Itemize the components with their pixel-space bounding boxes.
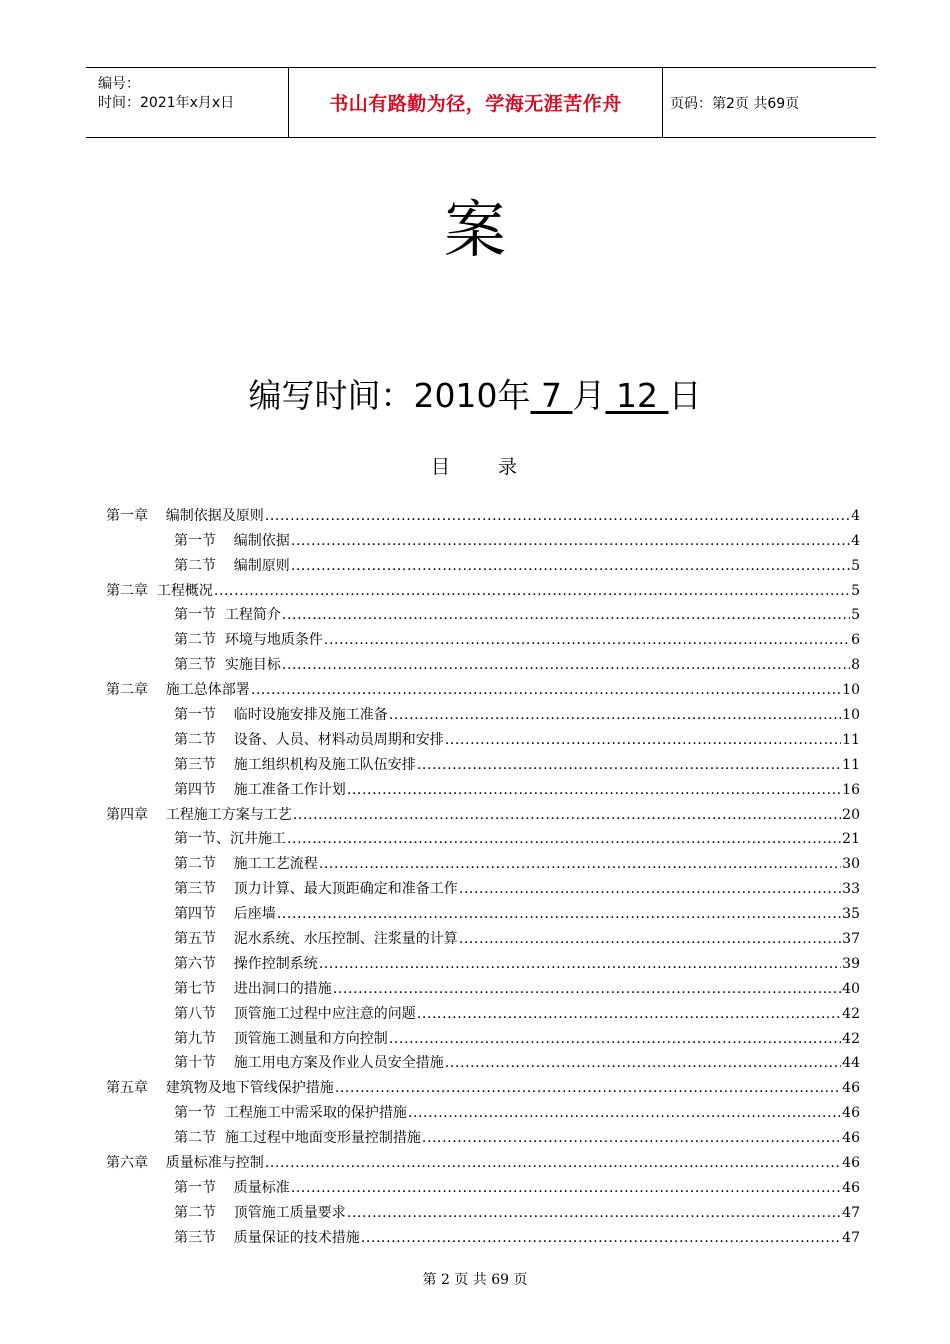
compile-date	[0, 370, 950, 417]
document-number-label: 编号：	[98, 76, 140, 92]
toc-entry-title: 第十节 施工用电方案及作业人员安全措施	[174, 1055, 444, 1072]
header-meta-cell	[86, 68, 288, 137]
toc-entry-page: 8	[851, 657, 860, 674]
document-header	[86, 67, 876, 138]
toc-section-entry[interactable]	[106, 998, 860, 1023]
toc-entry-page: 40	[842, 980, 860, 997]
toc-section-entry[interactable]	[106, 525, 860, 550]
toc-leader-dots	[282, 606, 850, 624]
toc-leader-dots	[319, 955, 841, 973]
toc-entry-page: 20	[842, 806, 860, 823]
table-of-contents	[106, 500, 860, 1247]
toc-section-entry[interactable]	[106, 973, 860, 998]
toc-entry-title: 第三节 实施目标	[174, 657, 281, 674]
toc-entry-title: 第二节 设备、人员、材料动员周期和安排	[174, 731, 444, 748]
toc-section-entry[interactable]	[106, 848, 860, 873]
toc-leader-dots	[445, 731, 841, 749]
toc-section-entry[interactable]	[106, 649, 860, 674]
toc-entry-title: 第二节 施工工艺流程	[174, 856, 318, 873]
toc-leader-dots	[422, 1129, 841, 1147]
toc-entry-title: 第一节 工程施工中需采取的保护措施	[174, 1105, 407, 1122]
toc-entry-title: 第一节 质量标准	[174, 1179, 290, 1196]
toc-section-entry[interactable]	[106, 1023, 860, 1048]
toc-entry-title: 第六章 质量标准与控制	[106, 1155, 264, 1172]
toc-entry-title: 第三节 质量保证的技术措施	[174, 1229, 360, 1246]
toc-leader-dots	[389, 1030, 841, 1048]
toc-entry-page: 5	[851, 557, 860, 574]
toc-entry-title: 第三节 顶力计算、最大顶距确定和准备工作	[174, 881, 458, 898]
toc-entry-title: 第二章 施工总体部署	[106, 682, 250, 699]
toc-entry-page: 46	[842, 1105, 860, 1122]
toc-leader-dots	[291, 532, 850, 550]
toc-section-entry[interactable]	[106, 774, 860, 799]
toc-leader-dots	[445, 1054, 841, 1072]
toc-entry-page: 39	[842, 955, 860, 972]
toc-entry-title: 第六节 操作控制系统	[174, 955, 318, 972]
compile-date-month: 7	[530, 376, 573, 415]
toc-leader-dots	[265, 507, 850, 525]
toc-entry-title: 第二节 编制原则	[174, 557, 290, 574]
toc-entry-title: 第一节 编制依据	[174, 532, 290, 549]
toc-entry-page: 10	[842, 682, 860, 699]
toc-chapter-entry[interactable]	[106, 575, 860, 600]
toc-leader-dots	[347, 781, 841, 799]
toc-entry-page: 6	[851, 632, 860, 649]
toc-entry-page: 46	[842, 1155, 860, 1172]
toc-leader-dots	[408, 1104, 841, 1122]
toc-entry-page: 47	[842, 1229, 860, 1246]
toc-entry-title: 第九节 顶管施工测量和方向控制	[174, 1030, 388, 1047]
toc-leader-dots	[291, 1179, 841, 1197]
toc-leader-dots	[389, 706, 841, 724]
toc-entry-title: 第三节 施工组织机构及施工队伍安排	[174, 756, 416, 773]
page-footer: 第 2 页 共 69 页	[422, 1272, 528, 1288]
compile-date-day-unit: 日	[668, 376, 702, 415]
toc-entry-title: 第二节 顶管施工质量要求	[174, 1204, 346, 1221]
toc-section-entry[interactable]	[106, 724, 860, 749]
toc-section-entry[interactable]	[106, 624, 860, 649]
toc-leader-dots	[251, 681, 841, 699]
toc-leader-dots	[214, 582, 850, 600]
toc-section-entry[interactable]	[106, 1172, 860, 1197]
toc-entry-title: 第四节 施工准备工作计划	[174, 781, 346, 798]
header-motto: 书山有路勤为径，学海无涯苦作舟	[329, 93, 622, 115]
toc-entry-page: 42	[842, 1030, 860, 1047]
toc-entry-title: 第四节 后座墙	[174, 906, 276, 923]
toc-entry-title: 第一节、沉井施工	[174, 831, 286, 848]
toc-entry-page: 42	[842, 1005, 860, 1022]
toc-leader-dots	[319, 855, 841, 873]
toc-heading-right: 录	[498, 456, 520, 478]
toc-section-entry[interactable]	[106, 749, 860, 774]
toc-heading-left: 目	[430, 456, 452, 478]
toc-chapter-entry[interactable]	[106, 799, 860, 824]
toc-section-entry[interactable]	[106, 550, 860, 575]
header-page-info: 页码：第2页 共69页	[670, 95, 800, 112]
toc-entry-page: 46	[842, 1179, 860, 1196]
toc-leader-dots	[282, 656, 850, 674]
toc-entry-title: 第一节 临时设施安排及施工准备	[174, 707, 388, 724]
toc-section-entry[interactable]	[106, 1122, 860, 1147]
header-page-cell	[662, 68, 876, 137]
toc-leader-dots	[417, 756, 841, 774]
document-time-label: 时间：2021年x月x日	[98, 95, 235, 111]
toc-chapter-entry[interactable]	[106, 1072, 860, 1097]
toc-entry-page: 33	[842, 881, 860, 898]
toc-entry-title: 第一节 工程简介	[174, 607, 281, 624]
toc-entry-page: 4	[851, 532, 860, 549]
toc-entry-title: 第二节 施工过程中地面变形量控制措施	[174, 1130, 421, 1147]
toc-section-entry[interactable]	[106, 1197, 860, 1222]
toc-entry-page: 35	[842, 906, 860, 923]
compile-date-day: 12	[605, 376, 669, 415]
toc-chapter-entry[interactable]	[106, 500, 860, 525]
toc-chapter-entry[interactable]	[106, 674, 860, 699]
toc-leader-dots	[324, 631, 850, 649]
toc-entry-page: 11	[842, 731, 860, 748]
compile-date-month-unit: 月	[572, 376, 606, 415]
toc-leader-dots	[459, 930, 841, 948]
toc-entry-title: 第二章 工程概况	[106, 582, 213, 599]
toc-section-entry[interactable]	[106, 898, 860, 923]
toc-section-entry[interactable]	[106, 600, 860, 625]
toc-entry-page: 4	[851, 507, 860, 524]
toc-leader-dots	[333, 980, 841, 998]
toc-leader-dots	[277, 905, 841, 923]
toc-entry-page: 5	[851, 607, 860, 624]
toc-entry-page: 44	[842, 1055, 860, 1072]
toc-section-entry[interactable]	[106, 873, 860, 898]
toc-section-entry[interactable]	[106, 1097, 860, 1122]
toc-leader-dots	[287, 830, 841, 848]
toc-section-entry[interactable]	[106, 923, 860, 948]
toc-section-entry[interactable]	[106, 1222, 860, 1247]
toc-entry-page: 47	[842, 1204, 860, 1221]
toc-leader-dots	[335, 1079, 841, 1097]
toc-section-entry[interactable]	[106, 948, 860, 973]
toc-entry-title: 第四章 工程施工方案与工艺	[106, 806, 292, 823]
toc-entry-title: 第八节 顶管施工过程中应注意的问题	[174, 1005, 416, 1022]
toc-entry-title: 第七节 进出洞口的措施	[174, 980, 332, 997]
toc-entry-title: 第五节 泥水系统、水压控制、注浆量的计算	[174, 931, 458, 948]
toc-section-entry[interactable]	[106, 699, 860, 724]
toc-entry-page: 11	[842, 756, 860, 773]
toc-leader-dots	[361, 1229, 841, 1247]
toc-leader-dots	[459, 880, 841, 898]
toc-leader-dots	[293, 806, 841, 824]
toc-leader-dots	[291, 557, 850, 575]
toc-leader-dots	[347, 1204, 841, 1222]
header-motto-cell	[288, 68, 663, 137]
toc-entry-page: 37	[842, 931, 860, 948]
toc-section-entry[interactable]	[106, 1048, 860, 1073]
toc-entry-page: 5	[851, 582, 860, 599]
toc-entry-page: 46	[842, 1080, 860, 1097]
toc-heading	[0, 452, 950, 479]
toc-entry-page: 46	[842, 1130, 860, 1147]
compile-date-prefix: 编写时间：2010年	[248, 376, 531, 415]
toc-chapter-entry[interactable]	[106, 1147, 860, 1172]
toc-entry-page: 16	[842, 781, 860, 798]
toc-entry-title: 第一章 编制依据及原则	[106, 507, 264, 524]
toc-leader-dots	[265, 1154, 841, 1172]
toc-entry-title: 第五章 建筑物及地下管线保护措施	[106, 1080, 334, 1097]
toc-entry-title: 第二节 环境与地质条件	[174, 632, 323, 649]
toc-leader-dots	[417, 1005, 841, 1023]
toc-entry-page: 30	[842, 856, 860, 873]
toc-section-entry[interactable]	[106, 824, 860, 849]
title-fragment: 案	[443, 193, 506, 266]
toc-entry-page: 21	[842, 831, 860, 848]
toc-entry-page: 10	[842, 707, 860, 724]
